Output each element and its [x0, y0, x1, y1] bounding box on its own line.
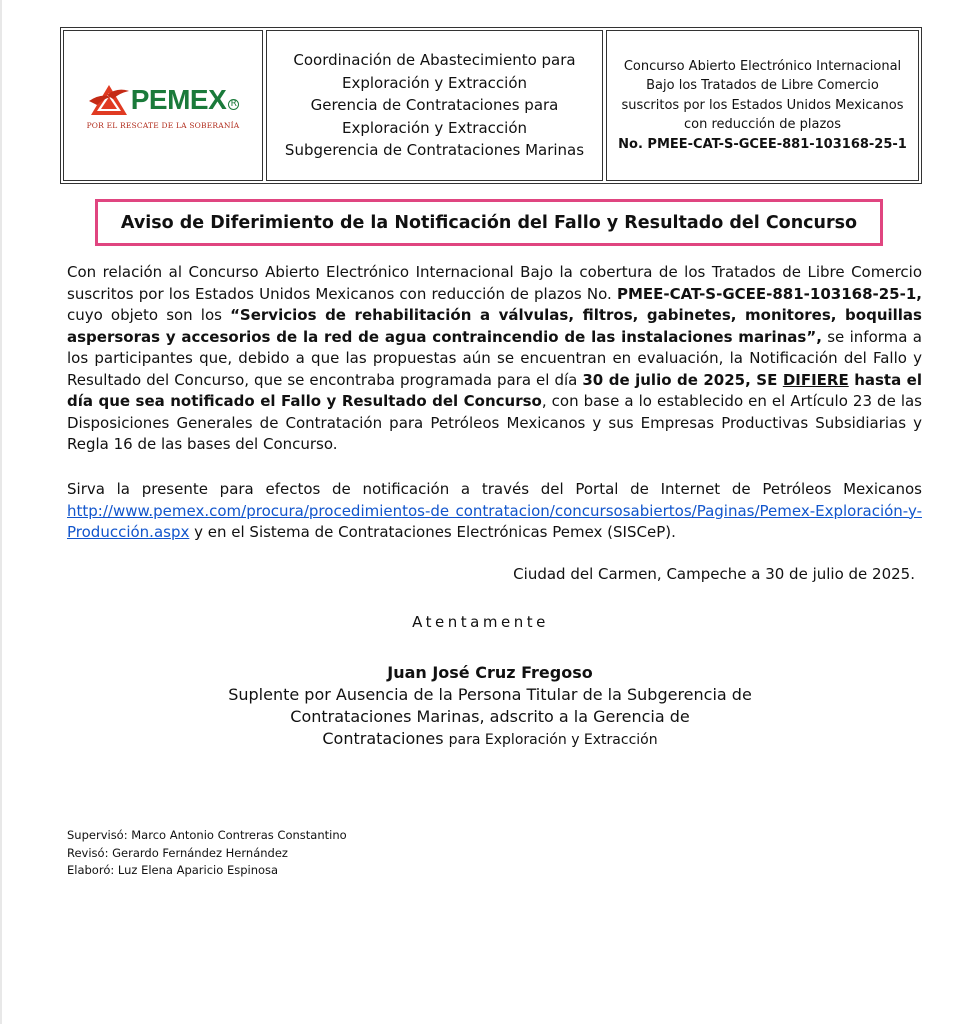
difiere-underlined: DIFIERE: [782, 370, 849, 389]
contest-cell: [606, 30, 919, 181]
service-object-bold: “Servicios de rehabilitación a válvulas, filtros, gabinetes, monitores, boquillas aspersoras y accesorios de la red de agua contraincendio de las instalaciones marinas”,: [67, 306, 922, 346]
text-run: Con relación al Concurso Abierto Electrónico Internacional Bajo la cobertura de los Tratados de Libre Comercio suscritos por los Estados Unidos Mexicanos con reducción de plazos No.: [67, 263, 922, 303]
footer-line: Elaboró: Luz Elena Aparicio Espinosa: [67, 863, 279, 877]
contest-line: con reducción de plazos: [683, 117, 841, 133]
contest-number-bold: PMEE-CAT-S-GCEE-881-103168-25-1,: [616, 284, 922, 303]
dept-line: Exploración y Extracción: [341, 118, 528, 137]
footer-line: Revisó: Gerardo Fernández Hernández: [67, 845, 288, 860]
body-paragraph-2: [67, 479, 922, 544]
contest-line: suscritos por los Estados Unidos Mexicanos: [621, 97, 904, 113]
deferral-bold: hasta el día que sea notificado el Fallo y Resultado del Concurso: [67, 370, 922, 410]
logo-tagline: POR EL RESCATE DE LA SOBERANÍA: [86, 121, 240, 130]
logo-cell: [63, 30, 263, 181]
footer-line: Supervisó: Marco Antonio Contreras Constantino: [67, 828, 347, 842]
text-run: cuyo objeto son los: [67, 306, 231, 324]
logo-wordmark: PEMEX: [130, 84, 227, 115]
signer-title-part: para Exploración y Extracción: [448, 732, 658, 748]
department-cell: [266, 30, 603, 181]
signature-block: [160, 662, 820, 751]
notice-title: Aviso de Diferimiento de la Notificación del Fallo y Resultado del Concurso: [95, 199, 883, 246]
dept-line: Coordinación de Abastecimiento para: [293, 51, 576, 70]
signer-title-line: Contrataciones Marinas, adscrito a la Gerencia de: [290, 707, 690, 726]
signer-title-line: Suplente por Ausencia de la Persona Titular de la Subgerencia de: [228, 685, 752, 704]
text-run: y en el Sistema de Contrataciones Electrónicas Pemex (SISCeP).: [189, 523, 676, 541]
dept-line: Gerencia de Contrataciones para: [310, 96, 559, 115]
dept-line: Exploración y Extracción: [341, 73, 528, 92]
date-bold: 30 de julio de 2025, SE: [582, 370, 783, 389]
contest-line: Bajo los Tratados de Libre Comercio: [646, 78, 879, 94]
signer-title-line: [160, 728, 820, 751]
contest-number: No. PMEE-CAT-S-GCEE-881-103168-25-1: [618, 136, 907, 152]
document-header: [60, 27, 922, 184]
page-edge: [0, 0, 2, 1024]
signer-name: Juan José Cruz Fregoso: [387, 663, 593, 682]
pemex-eagle-icon: [87, 81, 131, 119]
registered-icon: R: [228, 99, 239, 110]
signer-title-part: Contrataciones: [322, 729, 444, 748]
text-run: Sirva la presente para efectos de notificación a través del Portal de Internet de Petróleos Mexicanos: [67, 480, 922, 498]
dept-line: Subgerencia de Contrataciones Marinas: [284, 141, 585, 160]
pemex-logo: [87, 81, 240, 130]
body-paragraph-1: [67, 262, 922, 456]
text-run: , con base a lo establecido en el Artículo 23 de las Disposiciones Generales de Contratación para Petróleos Mexicanos y sus Empresas Productivas Subsidiarias y Regla 16 de las bases del Concurso.: [67, 392, 922, 453]
closing-salutation: Atentamente: [412, 613, 549, 631]
place-date: Ciudad del Carmen, Campeche a 30 de julio de 2025.: [513, 565, 915, 583]
pemex-portal-link[interactable]: http://www.pemex.com/procura/procedimientos-de contratacion/concursosabiertos/Paginas/Pemex-Exploración-y-Producción.aspx: [67, 501, 922, 541]
contest-line: Concurso Abierto Electrónico Internacional: [623, 58, 902, 74]
text-run: se informa a los participantes que, debido a que las propuestas aún se encuentran en evaluación, la Notificación del Fallo y Resultado del Concurso, que se encontraba programada para el día: [67, 327, 922, 389]
review-footer: [67, 827, 347, 880]
